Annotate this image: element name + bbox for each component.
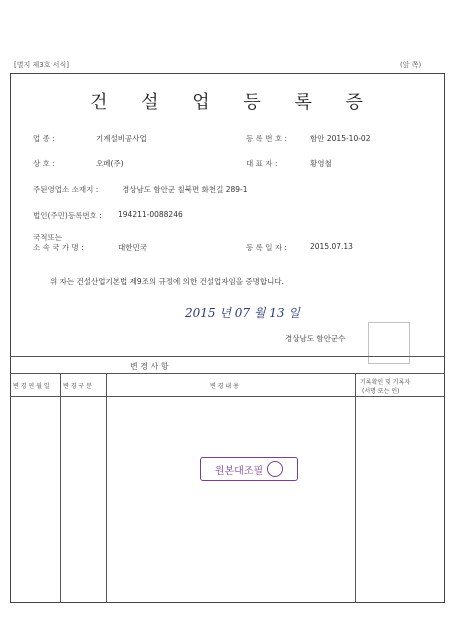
trade-name-value: 오페(주) [96,159,124,168]
certification-statement: 위 자는 건설산업기본법 제9조의 규정에 의한 건설업자임을 증명합니다. [50,277,284,286]
col-note-line2: (서명 또는 인) [362,388,400,395]
col-change-date: 변 경 연 월 일 [13,383,50,390]
original-verified-seal [200,457,298,481]
table-col-divider-1 [60,373,61,603]
corp-number-value: 194211-0088246 [118,210,183,219]
changes-section-title: 변 경 사 항 [130,362,169,371]
nationality-label-2: 소 속 국 가 명 : [33,243,84,252]
table-col-header-line [10,396,445,397]
seal-text: 원본대조필 [214,465,264,477]
representative-label: 대 표 자 : [246,159,278,168]
page-title: 건 설 업 등 록 증 [90,92,377,113]
issuer-name: 경상남도 함안군수 [285,334,346,343]
reg-number-label: 등 록 번 호 : [246,134,288,143]
signature-date: 2015 년 07 월 13 일 [185,306,300,320]
business-type-value: 기계설비공사업 [96,134,147,143]
table-top-line [10,356,445,357]
address-label: 주된영업소 소재지 : [33,185,99,194]
address-value: 경상남도 함안군 칠북면 화천길 289-1 [122,185,248,194]
business-type-label: 업 종 : [33,134,55,143]
form-number: [별지 제3호 서식] [14,61,69,69]
page-side: (앞 쪽) [400,61,422,69]
col-note-line1: 기록확인 및 기록자 [360,379,411,386]
reg-date-label: 등 록 일 자 : [246,243,288,252]
table-header-line [10,373,445,374]
nationality-value: 대한민국 [118,243,147,252]
col-change-type: 변 경 구 분 [63,383,92,390]
representative-value: 황영철 [310,159,332,168]
table-col-divider-2 [106,373,107,603]
col-change-content: 변 경 내 용 [210,383,239,390]
trade-name-label: 상 호 : [33,159,55,168]
nationality-label-1: 국적또는 [33,233,62,242]
seal-circle-icon [267,461,283,477]
official-seal-icon [368,322,410,364]
corp-number-label: 법인(주민)등록번호 : [33,211,102,220]
reg-date-value: 2015.07.13 [310,242,353,251]
table-col-divider-3 [355,373,356,603]
reg-number-value: 함안 2015-10-02 [310,134,371,143]
